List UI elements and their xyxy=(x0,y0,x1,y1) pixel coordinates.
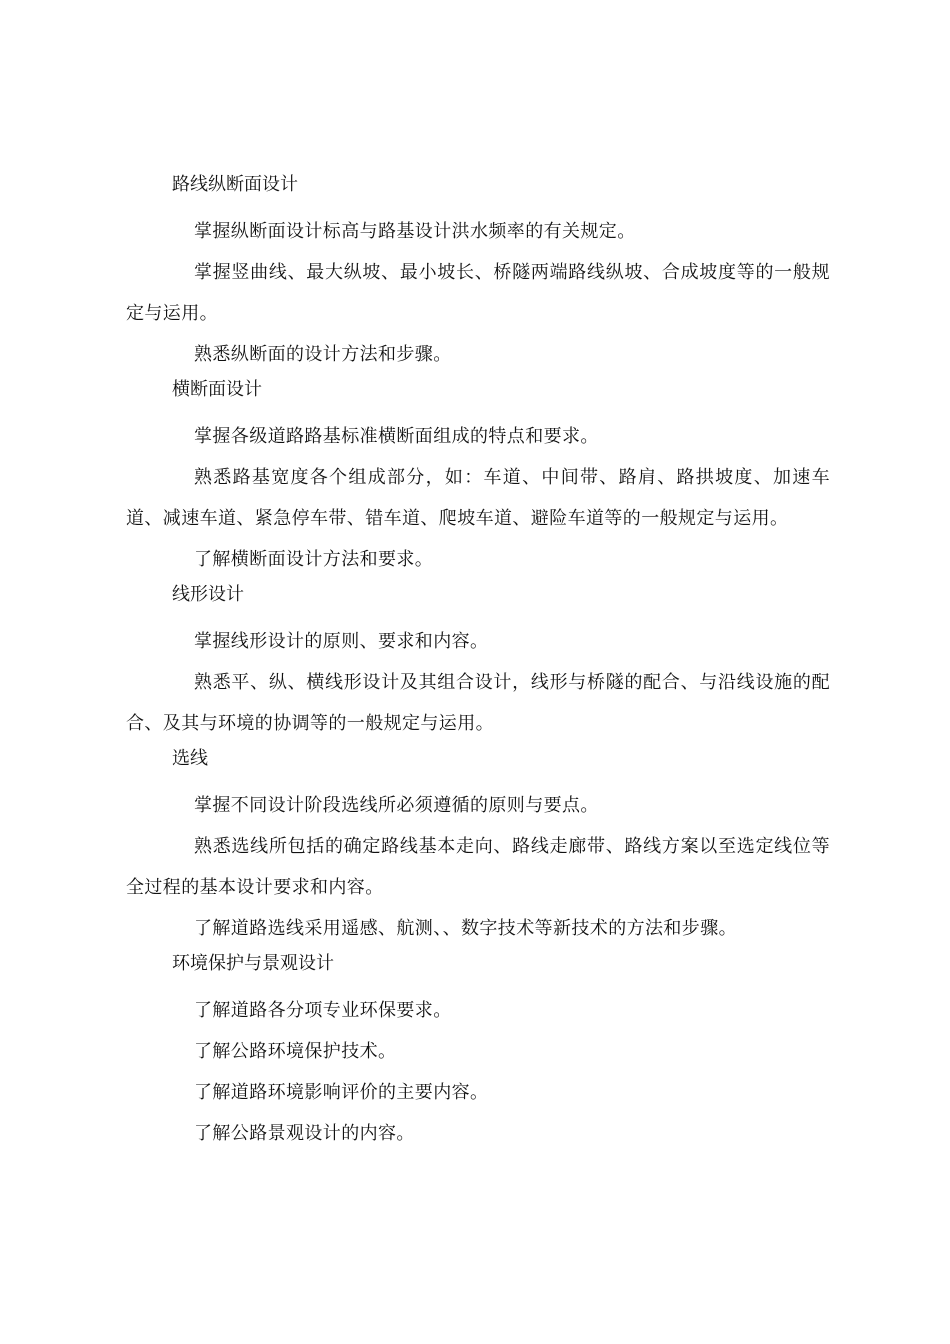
paragraph: 掌握线形设计的原则、要求和内容。 xyxy=(194,631,489,652)
paragraph: 掌握竖曲线、最大纵坡、最小坡长、桥隧两端路线纵坡、合成坡度等的一般规定与运用。 xyxy=(126,262,830,324)
section-heading: 横断面设计 xyxy=(172,379,262,400)
paragraph: 了解道路各分项专业环保要求。 xyxy=(194,1000,452,1021)
section-longitudinal-profile xyxy=(126,170,830,375)
paragraph: 熟悉选线所包括的确定路线基本走向、路线走廊带、路线方案以至选定线位等全过程的基本设计要求和内容。 xyxy=(126,836,830,898)
paragraph: 了解道路环境影响评价的主要内容。 xyxy=(194,1082,489,1103)
section-alignment-design xyxy=(126,580,830,744)
section-cross-section xyxy=(126,375,830,580)
paragraph: 熟悉纵断面的设计方法和步骤。 xyxy=(194,344,452,365)
paragraph: 了解公路环境保护技术。 xyxy=(194,1041,397,1062)
section-route-selection xyxy=(126,744,830,949)
section-heading: 环境保护与景观设计 xyxy=(172,953,334,974)
section-environment-landscape xyxy=(126,949,830,1154)
paragraph: 了解横断面设计方法和要求。 xyxy=(194,549,434,570)
section-heading: 选线 xyxy=(172,748,208,769)
paragraph: 熟悉平、纵、横线形设计及其组合设计，线形与桥隧的配合、与沿线设施的配合、及其与环境的协调等的一般规定与运用。 xyxy=(126,672,830,734)
paragraph: 熟悉路基宽度各个组成部分，如：车道、中间带、路肩、路拱坡度、加速车道、减速车道、紧急停车带、错车道、爬坡车道、避险车道等的一般规定与运用。 xyxy=(126,467,830,529)
section-heading: 路线纵断面设计 xyxy=(172,174,298,195)
paragraph: 了解道路选线采用遥感、航测、、数字技术等新技术的方法和步骤。 xyxy=(194,918,737,939)
paragraph: 掌握各级道路路基标准横断面组成的特点和要求。 xyxy=(194,426,599,447)
document-body xyxy=(126,170,830,1154)
paragraph: 掌握不同设计阶段选线所必须遵循的原则与要点。 xyxy=(194,795,599,816)
section-heading: 线形设计 xyxy=(172,584,244,605)
paragraph: 掌握纵断面设计标高与路基设计洪水频率的有关规定。 xyxy=(194,221,636,242)
paragraph: 了解公路景观设计的内容。 xyxy=(194,1123,415,1144)
